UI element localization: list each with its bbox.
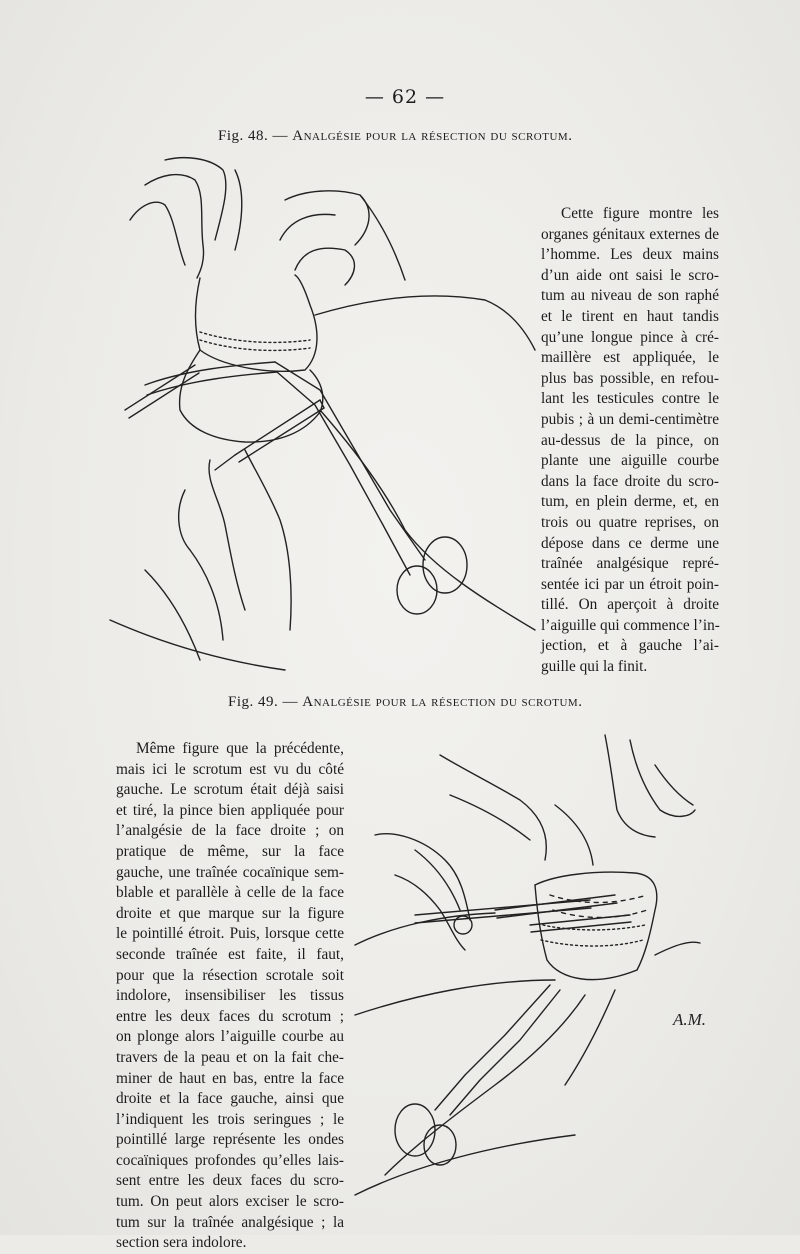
figure-49-line: on plonge alors l’aiguille courbe au — [116, 1028, 344, 1046]
figure-48-line: maillère est appliquée, le — [541, 349, 719, 367]
artist-signature: A.M. — [673, 1010, 707, 1029]
figure-48-line: l’aiguille qui commence l’in- — [541, 616, 720, 634]
figure-48-line: dépose dans ce derme une — [541, 534, 719, 552]
figure-48-line: jection, et à gauche l’ai- — [541, 637, 719, 655]
figure-49-line: Même figure que la précédente, — [136, 740, 344, 757]
figure-48-line: qu’une longue pince à cré- — [541, 328, 719, 346]
figure-48-line: traînée analgésique repré- — [541, 555, 719, 573]
figure-49-line: droite et que marque sur la figure — [116, 904, 344, 922]
page-number: — 62 — — [364, 86, 446, 108]
figure-49-line: indolore, insensibiliser les tissus — [116, 987, 344, 1005]
figure-48-line: l’homme. Les deux mains — [541, 246, 719, 264]
figure-49-line: l’indiquent les trois seringues ; le — [116, 1110, 344, 1128]
figure-48-line: plus bas possible, en refou- — [541, 369, 719, 387]
figure-49-line: travers de la peau et on la fait che- — [116, 1048, 344, 1066]
figure-48-description — [541, 204, 719, 678]
figure-48-line: lant les testicules contre le — [541, 390, 719, 408]
figure-49-line: droite et la face gauche, ainsi que — [116, 1090, 344, 1108]
figure-48-line: pubis ; à un demi-centimètre — [541, 410, 719, 428]
figure-49-title: Analgésie pour la résection du scrotum. — [302, 694, 583, 710]
figure-48-line: d’un aide ont saisi le scro- — [541, 266, 719, 284]
figure-49-line: blable et parallèle à celle de la face — [116, 884, 344, 902]
figure-48-illustration — [105, 150, 540, 680]
figure-49-line: pointillé large représente les ondes — [116, 1131, 344, 1149]
figure-49-line: pour que la résection scrotale soit — [116, 966, 344, 984]
figure-48-line: trois ou quatre reprises, on — [541, 513, 719, 531]
figure-48-line: dans la face droite du scro- — [541, 472, 719, 490]
figure-49-line: section sera indolore. — [116, 1234, 247, 1252]
figure-49-line: tum. On peut alors exciser le scro- — [116, 1193, 344, 1211]
figure-49-line: sent entre les deux faces du scro- — [116, 1172, 344, 1190]
figure-48-line: organes génitaux externes de — [541, 225, 719, 243]
figure-49-description — [116, 739, 344, 1254]
figure-49-line: pratique de même, sur la face — [116, 842, 344, 860]
figure-48-line: sentée ici par un étroit poin- — [541, 575, 719, 593]
figure-48-line: plante une aiguille courbe — [541, 452, 719, 470]
figure-49-line: et tiré, la pince bien appliquée pour — [116, 801, 344, 819]
figure-48-line: tillé. On aperçoit à droite — [541, 596, 719, 614]
figure-49-line: seconde traînée est faite, il faut, — [116, 945, 344, 963]
figure-48-line: et le tirent en haut tandis — [541, 307, 719, 325]
figure-49-label: Fig. 49. — — [228, 694, 299, 710]
figure-49-illustration — [355, 725, 707, 1205]
figure-48-line: Cette figure montre les — [561, 205, 719, 222]
figure-48-caption — [218, 128, 572, 145]
figure-49-line: l’analgésie de la face droite ; on — [116, 822, 344, 840]
figure-49-line: mais ici le scrotum est vu du côté — [116, 760, 344, 778]
figure-48-line: au-dessus de la pince, on — [541, 431, 719, 449]
figure-48-label: Fig. 48. — — [218, 128, 289, 144]
figure-48-line: guille qui la finit. — [541, 658, 648, 676]
figure-49-line: miner de haut en bas, entre la face — [116, 1069, 344, 1087]
figure-49-line: cocaïniques profondes qu’elles lais- — [116, 1151, 344, 1169]
figure-48-line: tum au niveau de son raphé — [541, 287, 719, 305]
figure-48-title: Analgésie pour la résection du scrotum. — [292, 128, 573, 144]
figure-49-line: tum sur la traînée analgésique ; la — [116, 1213, 344, 1231]
figure-49-line: entre les deux faces du scrotum ; — [116, 1007, 344, 1025]
figure-49-line: gauche, une traînée cocaïnique sem- — [116, 863, 344, 881]
figure-49-line: gauche. Le scrotum était déjà saisi — [116, 781, 344, 799]
figure-49-caption — [228, 694, 582, 711]
figure-49-line: le pointillé étroit. Puis, lorsque cette — [116, 925, 344, 943]
figure-48-line: tum, en plein derme, et, en — [541, 493, 719, 511]
